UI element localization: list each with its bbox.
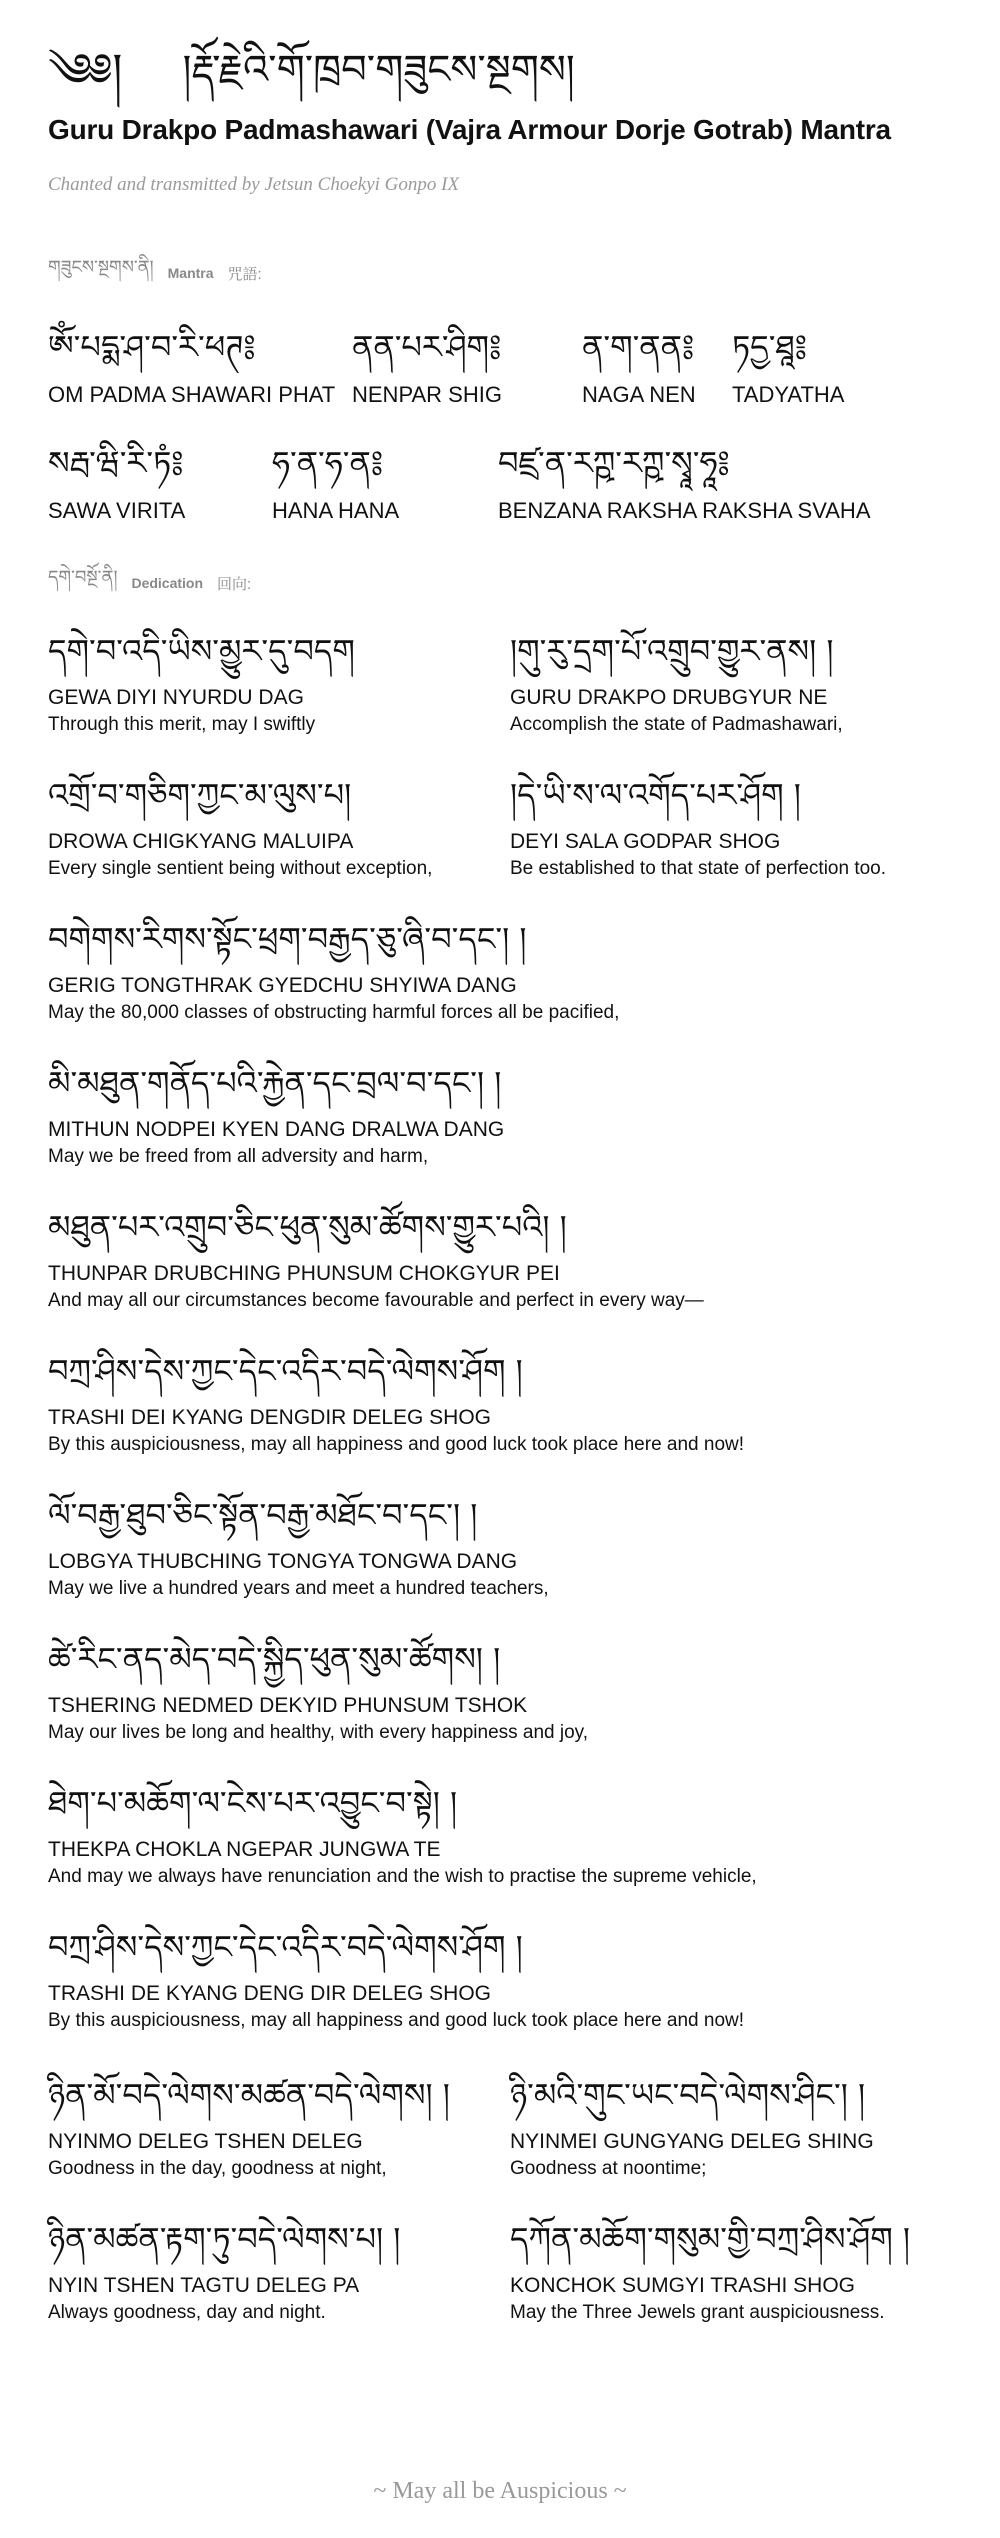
verse-romanized: MITHUN NODPEI KYEN DANG DRALWA DANG [48,1118,505,1141]
verse-tibetan: ཐེག་པ་མཆོག་ལ་ངེས་པར་འབྱུང་བ་སྟེ། ། [48,1784,458,1822]
verse-translation: May the 80,000 classes of obstructing harmful forces all be pacified, [48,1002,620,1023]
verse-romanized: DROWA CHIGKYANG MALUIPA [48,830,354,853]
verse-translation: By this auspiciousness, may all happiness and good luck took place here and now! [48,1434,745,1455]
verse-right [510,766,952,880]
mantra-tibetan: ཏདྱ་ཐཱ༔ [732,328,807,366]
verse-romanized: THEKPA CHOKLA NGEPAR JUNGWA TE [48,1838,441,1861]
verse-romanized: GURU DRAKPO DRUBGYUR NE [510,686,828,709]
verse-tibetan: བཀྲ་ཤིས་དེས་ཀྱང་དེང་འདིར་བདེ་ལེགས་ཤོག ། [48,1928,523,1966]
verse-romanized: GEWA DIYI NYURDU DAG [48,686,304,709]
verse-tibetan: །དེ་ཡི་ས་ལ་འགོད་པར་ཤོག ། [510,776,801,814]
mantra-tibetan: ནན་པར་ཤིག༔ [352,328,502,366]
mantra-tibetan: ན་ག་ནན༔ [582,328,695,366]
yig-mgo-ornament: ༄༅། [48,43,123,97]
verse-tibetan: ཚེ་རིང་ནད་མེད་བདེ་སྐྱིད་ཕུན་སུམ་ཚོགས། ། [48,1640,501,1678]
dedication-verse [48,1630,952,1744]
dedication-verse-pair [48,766,952,880]
dedication-verse-pair [48,622,952,736]
verse-translation: May our lives be long and healthy, with every happiness and joy, [48,1722,589,1743]
dedication-section-label [48,558,952,608]
mantra-label-chinese: 咒語: [227,265,262,283]
document-header [48,40,952,100]
verse-romanized: DEYI SALA GODPAR SHOG [510,830,781,853]
mantra-romanized: BENZANA RAKSHA RAKSHA SVAHA [498,498,871,523]
mantra-item [352,318,582,408]
mantra-romanized: TADYATHA [732,382,845,407]
verse-tibetan: ཉིན་མཚན་རྟག་ཏུ་བདེ་ལེགས་པ། ། [48,2220,401,2258]
verse-translation: Be established to that state of perfection too. [510,858,887,879]
verse-romanized: THUNPAR DRUBCHING PHUNSUM CHOKGYUR PEI [48,1262,560,1285]
verse-tibetan: དགེ་བ་འདི་ཡིས་མྱུར་དུ་བདག [48,632,355,670]
verse-tibetan: བཀྲ་ཤིས་དེས་ཀྱང་དེང་འདིར་བདེ་ལེགས་ཤོག ། [48,1352,523,1390]
mantra-item [582,318,732,408]
verse-romanized: TSHERING NEDMED DEKYID PHUNSUM TSHOK [48,1694,528,1717]
tibetan-title: །རྡོ་རྗེའི་གོ་ཁྲབ་གཟུངས་སྔགས། [182,47,575,93]
verse-romanized: LOBGYA THUBCHING TONGYA TONGWA DANG [48,1550,518,1573]
mantra-tibetan: ཨོཾ་པདྨ་ཤ་བ་རི་ཕཊ༔ [48,328,256,366]
verse-translation: May the Three Jewels grant auspiciousness. [510,2302,885,2323]
mantra-row-1 [48,318,952,408]
verse-romanized: TRASHI DE KYANG DENG DIR DELEG SHOG [48,1982,492,2005]
dedication-label-english: Dedication [131,575,204,591]
verse-tibetan: མི་མཐུན་གནོད་པའི་རྐྱེན་དང་བྲལ་བ་དང་། ། [48,1064,502,1102]
mantra-label-tibetan: གཟུངས་སྔགས་ནི། [48,257,154,278]
closing-verse-pair [48,2066,952,2180]
verse-tibetan: །གུ་རུ་དྲག་པོ་འགྲུབ་གྱུར་ནས། ། [510,632,834,670]
mantra-romanized: SAWA VIRITA [48,498,186,523]
mantra-item [48,434,272,524]
verse-tibetan: ཉིན་མོ་བདེ་ལེགས་མཚན་བདེ་ལེགས། ། [48,2076,450,2114]
verse-translation: Goodness in the day, goodness at night, [48,2158,387,2179]
verse-tibetan: མཐུན་པར་འགྲུབ་ཅིང་ཕུན་སུམ་ཚོགས་གྱུར་པའི། ། [48,1208,567,1246]
dedication-verse [48,1198,952,1312]
verse-right [510,2066,952,2180]
verse-right [510,2210,952,2324]
dedication-label-chinese: 回向: [217,575,252,593]
verse-romanized: TRASHI DEI KYANG DENGDIR DELEG SHOG [48,1406,492,1429]
closing-blessing: ~ May all be Auspicious ~ [373,2478,627,2504]
verse-romanized: NYINMEI GUNGYANG DELEG SHING [510,2130,874,2153]
verse-translation: And may we always have renunciation and the wish to practise the supreme vehicle, [48,1866,757,1887]
verse-romanized: KONCHOK SUMGYI TRASHI SHOG [510,2274,855,2297]
dedication-verse [48,1054,952,1168]
closing-verse-pair [48,2210,952,2324]
verse-tibetan: དཀོན་མཆོག་གསུམ་གྱི་བཀྲ་ཤིས་ཤོག ། [510,2220,911,2258]
verse-romanized: NYINMO DELEG TSHEN DELEG [48,2130,363,2153]
verse-translation: Goodness at noontime; [510,2158,707,2179]
page-title: Guru Drakpo Padmashawari (Vajra Armour Dorje Gotrab) Mantra [48,114,891,145]
mantra-section-label [48,248,952,298]
mantra-label-english: Mantra [167,265,214,281]
verse-tibetan: ཉི་མའི་གུང་ཡང་བདེ་ལེགས་ཤིང་། ། [510,2076,866,2114]
verse-translation: Through this merit, may I swiftly [48,714,316,735]
dedication-verse [48,910,952,1024]
verse-translation: May we live a hundred years and meet a hundred teachers, [48,1578,549,1599]
verse-right [510,622,952,736]
dedication-verse [48,1774,952,1888]
verse-tibetan: འགྲོ་བ་གཅིག་ཀྱང་མ་ལུས་པ། [48,776,352,814]
mantra-tibetan: ཧ་ན་ཧ་ན༔ [272,444,383,482]
dedication-verse [48,1342,952,1456]
mantra-tibetan: བཛྲ་ན་རཀྵ་རཀྵ་སྭཱ་ཧཱ༔ [498,444,730,482]
mantra-item [498,434,878,524]
verse-left [48,2066,490,2180]
mantra-item [272,434,498,524]
page-subtitle: Chanted and transmitted by Jetsun Choekyi Gonpo IX [48,174,460,195]
verse-translation: May we be freed from all adversity and harm, [48,1146,429,1167]
verse-translation: Always goodness, day and night. [48,2302,326,2323]
verse-left [48,622,490,736]
mantra-romanized: NAGA NEN [582,382,696,407]
verse-left [48,2210,490,2324]
verse-translation: Every single sentient being without exception, [48,858,433,879]
dedication-verse [48,1486,952,1600]
mantra-romanized: NENPAR SHIG [352,382,502,407]
mantra-item [48,318,352,408]
verse-left [48,766,490,880]
mantra-item [732,318,882,408]
verse-tibetan: ལོ་བརྒྱ་ཐུབ་ཅིང་སྟོན་བརྒྱ་མཐོང་བ་དང་། ། [48,1496,478,1534]
dedication-label-tibetan: དགེ་བསྔོ་ནི། [48,567,118,588]
verse-romanized: GERIG TONGTHRAK GYEDCHU SHYIWA DANG [48,974,517,997]
mantra-romanized: OM PADMA SHAWARI PHAT [48,382,336,407]
dedication-verse [48,1918,952,2032]
verse-translation: And may all our circumstances become favourable and perfect in every way— [48,1290,704,1311]
verse-translation: Accomplish the state of Padmashawari, [510,714,843,735]
mantra-romanized: HANA HANA [272,498,400,523]
mantra-row-2 [48,434,952,524]
verse-tibetan: བགེགས་རིགས་སྟོང་ཕྲག་བརྒྱད་ཅུ་ཞི་བ་དང་། ། [48,920,527,958]
verse-translation: By this auspiciousness, may all happiness and good luck took place here and now! [48,2010,745,2031]
mantra-tibetan: སརྦ་ཝི་རི་ཏཾ༔ [48,444,184,482]
verse-romanized: NYIN TSHEN TAGTU DELEG PA [48,2274,360,2297]
